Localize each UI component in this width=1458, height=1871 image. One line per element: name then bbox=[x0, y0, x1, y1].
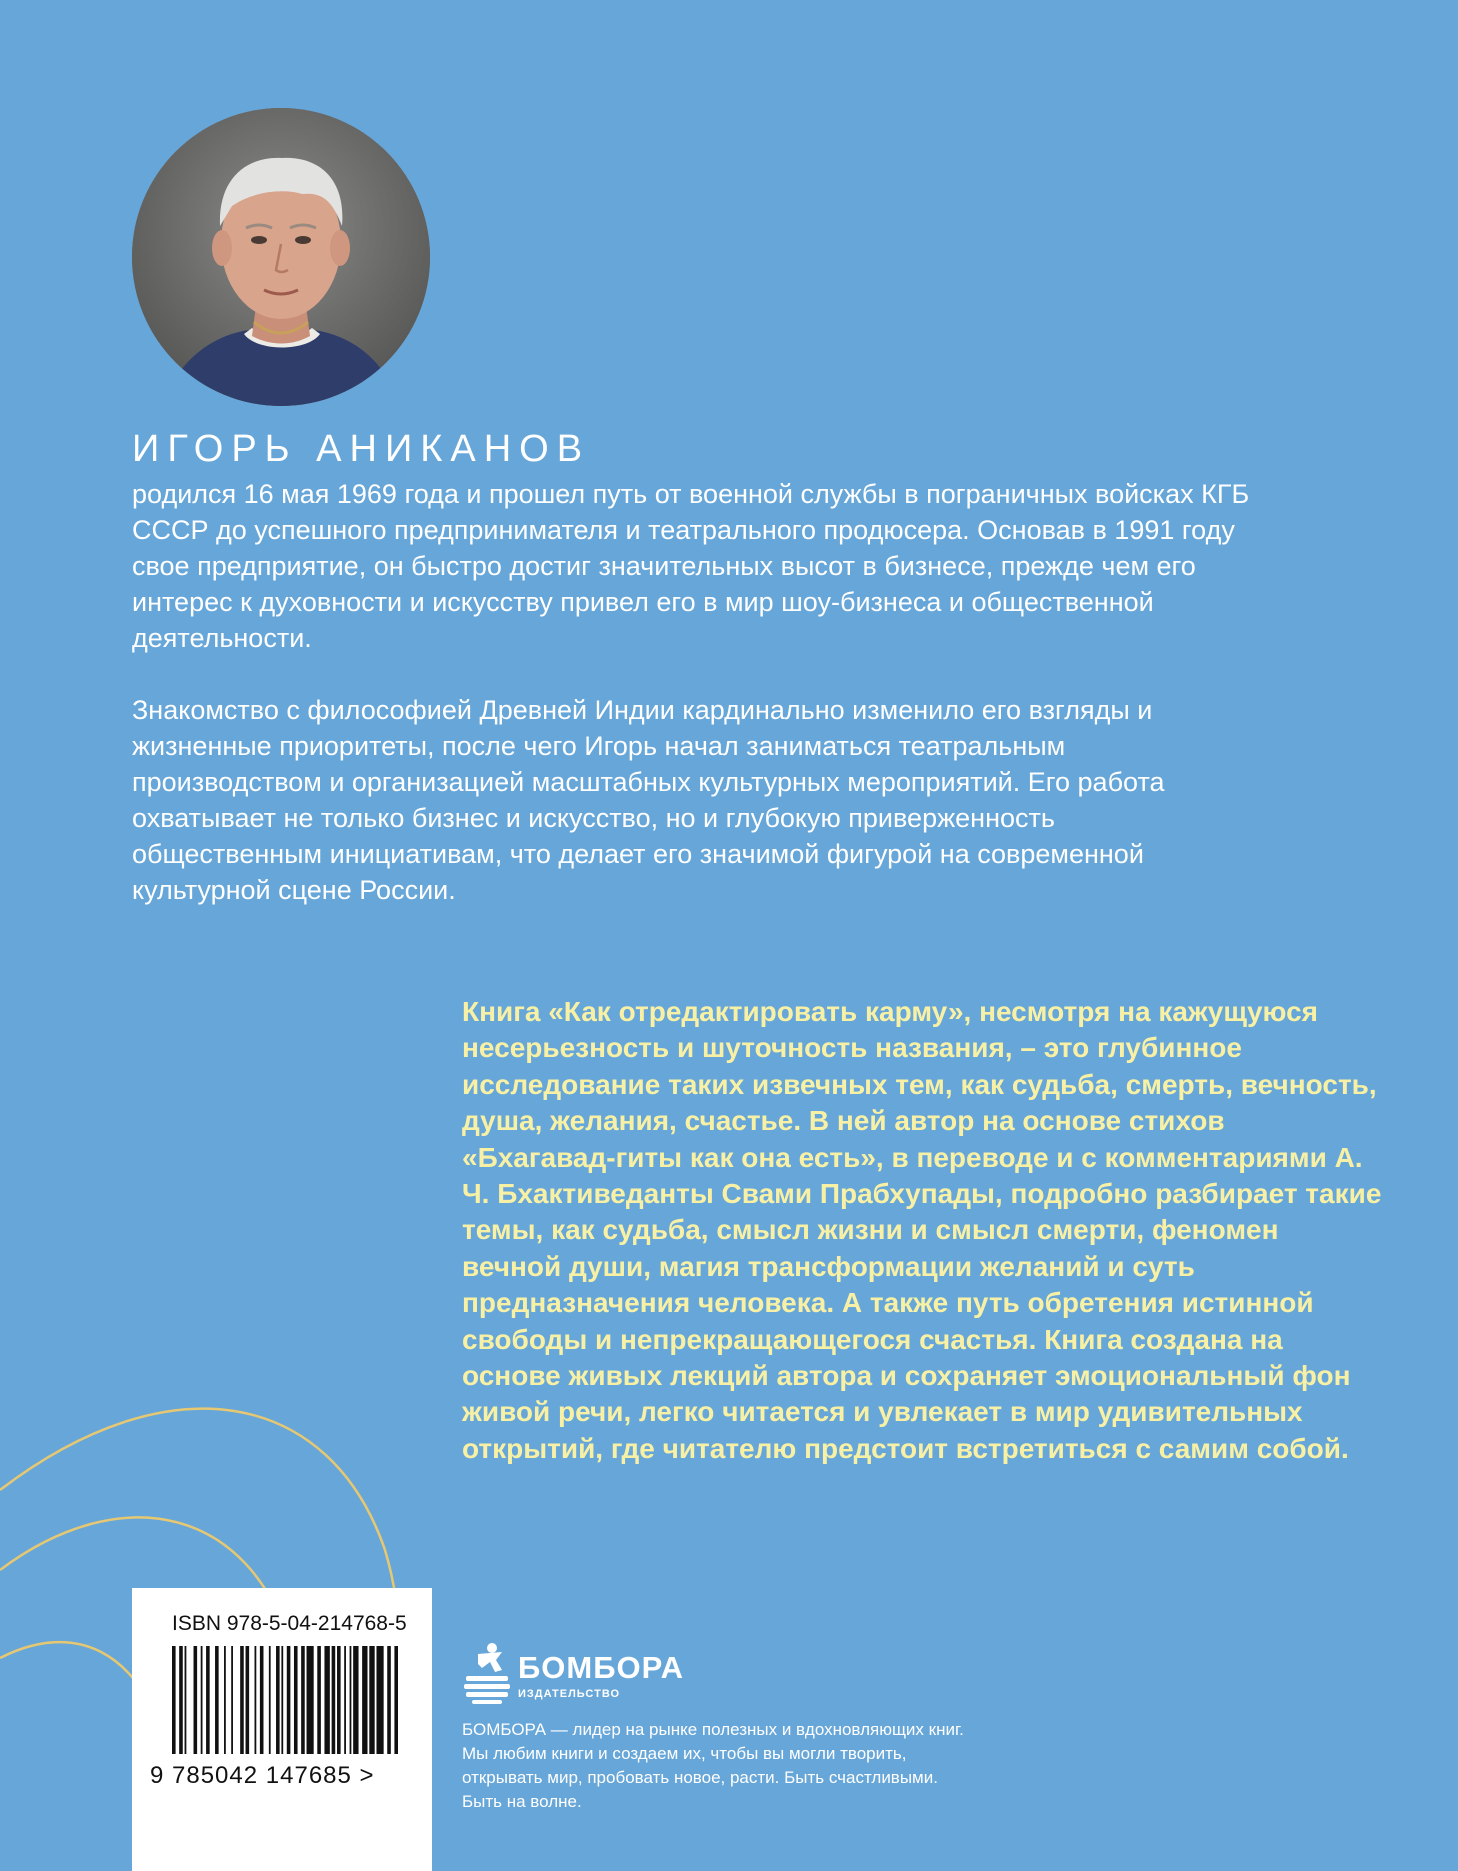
barcode-bar bbox=[301, 1646, 305, 1754]
bio-paragraph: родился 16 мая 1969 года и прошел путь от военной службы в пограничных войсках КГБ СССР до успешного предпринимателя и театрального продюсера. Основав в 1991 году свое предприятие, он быстро достиг значительных высот в бизнесе, прежде чем его интерес к духовности и искусству привел его в мир шоу-бизнеса и общественной деятельности. bbox=[132, 479, 1250, 653]
barcode-bar bbox=[194, 1646, 198, 1754]
barcode-bar bbox=[324, 1646, 329, 1754]
bio-paragraph: Знакомство с философией Древней Индии кардинально изменило его взгляды и жизненные приоритеты, после чего Игорь начал заниматься театральным производством и организацией масштабных культурных мероприятий. Его работа охватывает не только бизнес и искусство, но и глубокую приверженность общественным инициативам, что делает его значимой фигурой на современной культурной сцене России. bbox=[132, 695, 1165, 905]
barcode-bar bbox=[224, 1646, 226, 1754]
barcode-bar bbox=[179, 1646, 183, 1754]
publisher-description: БОМБОРА — лидер на рынке полезных и вдохновляющих книг. Мы любим книги и создаем их, чтобы вы могли творить, открывать мир, пробовать новое, расти. Быть счастливыми. Быть на волне. bbox=[462, 1720, 964, 1811]
barcode-bar bbox=[240, 1646, 244, 1754]
barcode-bar bbox=[281, 1646, 283, 1754]
barcode-digits: 9 785042 147685 > bbox=[150, 1762, 375, 1789]
barcode-bar bbox=[287, 1646, 291, 1754]
barcode-bar bbox=[255, 1646, 257, 1754]
barcode-bars bbox=[172, 1646, 398, 1754]
barcode-bar bbox=[337, 1646, 341, 1754]
barcode-bar bbox=[231, 1646, 233, 1754]
barcode-bar bbox=[344, 1646, 346, 1754]
publisher-name: БОМБОРА bbox=[518, 1650, 684, 1685]
barcode-bar bbox=[394, 1646, 398, 1754]
barcode-bar bbox=[185, 1646, 187, 1754]
author-bio bbox=[132, 476, 1252, 908]
publisher-subtitle: ИЗДАТЕЛЬСТВО bbox=[518, 1688, 621, 1700]
barcode-bar bbox=[201, 1646, 203, 1754]
barcode-bar bbox=[317, 1646, 321, 1754]
barcode-bar bbox=[269, 1646, 271, 1754]
barcode-bar bbox=[276, 1646, 280, 1754]
barcode-bar bbox=[206, 1646, 210, 1754]
barcode-bar bbox=[387, 1646, 391, 1754]
barcode-bar bbox=[350, 1646, 352, 1754]
barcode-bar bbox=[172, 1646, 176, 1754]
barcode-bar bbox=[332, 1646, 336, 1754]
barcode-bar bbox=[362, 1646, 367, 1754]
author-portrait bbox=[132, 108, 430, 406]
barcode-bar bbox=[294, 1646, 298, 1754]
barcode-bar bbox=[376, 1646, 383, 1754]
author-name: ИГОРЬ АНИКАНОВ bbox=[132, 428, 591, 470]
barcode-bar bbox=[260, 1646, 264, 1754]
isbn-label: ISBN 978-5-04-214768-5 bbox=[172, 1612, 407, 1635]
barcode-bar bbox=[353, 1646, 358, 1754]
barcode-bar bbox=[307, 1646, 314, 1754]
barcode-bar bbox=[369, 1646, 374, 1754]
barcode-bar bbox=[246, 1646, 250, 1754]
book-blurb: Книга «Как отредактировать карму», несмотря на кажущуюся несерьезность и шуточность названия, – это глубинное исследование таких извечных тем, как судьба, смерть, вечность, душа, желания, счастье. В ней автор на основе стихов «Бхагавад-гиты как она есть», в переводе и с комментариями А. Ч. Бхактиведанты Свами Прабхупады, подробно разбирает такие темы, как судьба, смысл жизни и смысл смерти, феномен вечной души, магия трансформации желаний и суть предназначения человека. А также путь обретения истинной свободы и непрекращающегося счастья. Книга создана на основе живых лекций автора и сохраняет эмоциональный фон живой речи, легко читается и увлекает в мир удивительных открытий, где читателю предстоит встретиться с самим собой. bbox=[462, 996, 1382, 1464]
barcode-bar bbox=[215, 1646, 219, 1754]
barcode-box bbox=[132, 1588, 432, 1871]
